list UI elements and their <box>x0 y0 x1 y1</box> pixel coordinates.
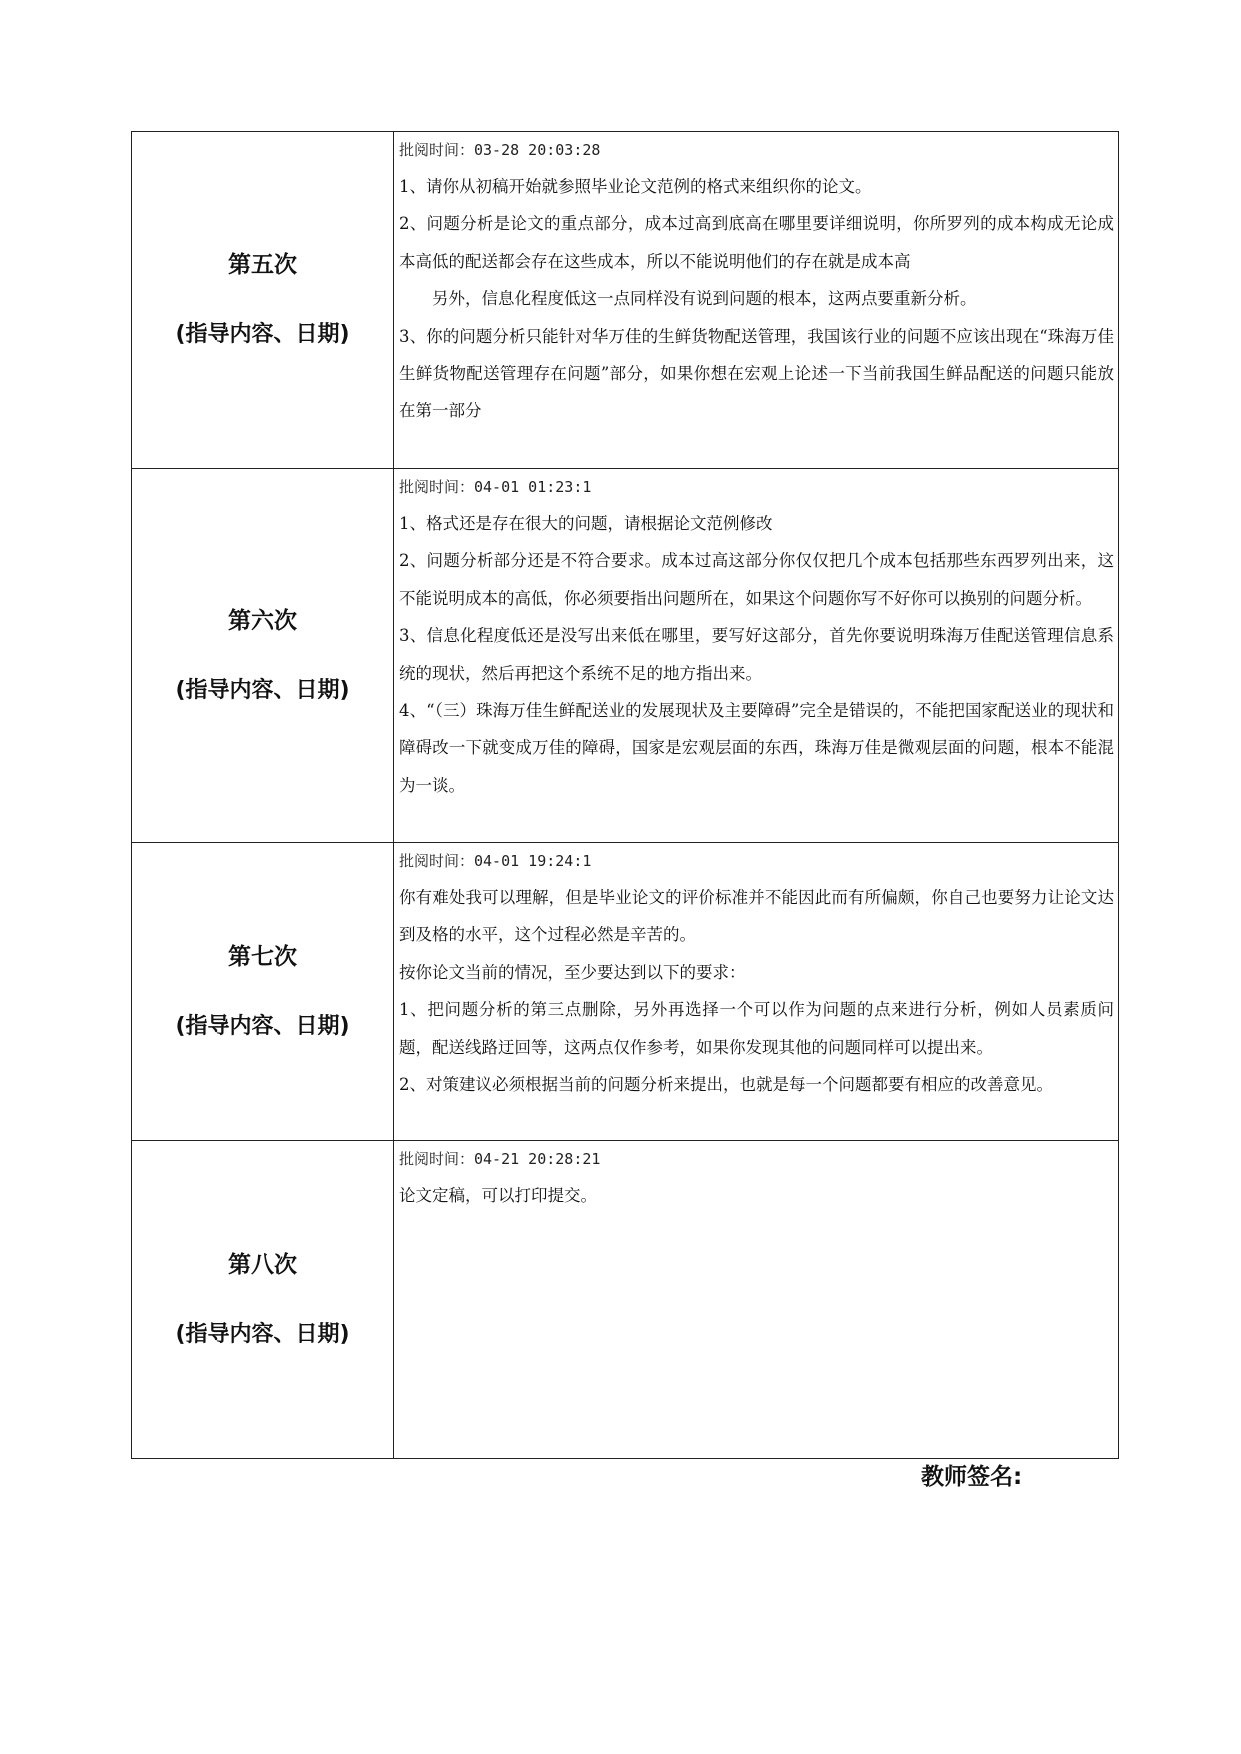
round-content-cell <box>394 843 1119 1141</box>
round-label-cell <box>132 469 394 843</box>
round-content-cell <box>394 132 1119 469</box>
round-label-cell <box>132 843 394 1141</box>
review-time: 批阅时间：04-01 01:23:1 <box>399 478 592 496</box>
comment-line: 2、问题分析是论文的重点部分，成本过高到底高在哪里要详细说明，你所罗列的成本构成无论成本高低的配送都会存在这些成本，所以不能说明他们的存在就是成本高 <box>399 214 1114 271</box>
round-label-cell <box>132 1141 394 1459</box>
round-label: 第五次 <box>228 252 297 278</box>
round-label: 第六次 <box>228 607 297 634</box>
round-label: 第八次 <box>228 1251 297 1278</box>
round-sublabel: (指导内容、日期) <box>175 322 350 347</box>
round-content-cell <box>394 1141 1119 1459</box>
table-row-round-6 <box>132 469 1119 843</box>
comment-line: 1、格式还是存在很大的问题，请根据论文范例修改 <box>399 514 773 533</box>
table-row-round-8 <box>132 1141 1119 1459</box>
teacher-signature-label: 教师签名: <box>921 1464 1023 1490</box>
comment-line: 你有难处我可以理解，但是毕业论文的评价标准并不能因此而有所偏颇，你自己也要努力让论文达到及格的水平，这个过程必然是辛苦的。 <box>399 888 1114 945</box>
table-row-round-5 <box>132 132 1119 469</box>
comment-line: 4、“（三）珠海万佳生鲜配送业的发展现状及主要障碍”完全是错误的，不能把国家配送业的现状和障碍改一下就变成万佳的障碍，国家是宏观层面的东西，珠海万佳是微观层面的问题，根本不能混为一谈。 <box>399 701 1114 795</box>
comment-line: 1、把问题分析的第三点删除，另外再选择一个可以作为问题的点来进行分析，例如人员素质问题，配送线路迂回等，这两点仅作参考，如果你发现其他的问题同样可以提出来。 <box>399 1000 1114 1057</box>
review-time: 批阅时间：04-01 19:24:1 <box>399 852 592 870</box>
round-sublabel: (指导内容、日期) <box>175 1321 350 1347</box>
comment-line: 论文定稿，可以打印提交。 <box>399 1186 597 1205</box>
round-sublabel: (指导内容、日期) <box>175 677 350 703</box>
comment-line: 3、信息化程度低还是没写出来低在哪里，要写好这部分，首先你要说明珠海万佳配送管理信息系统的现状，然后再把这个系统不足的地方指出来。 <box>399 626 1114 683</box>
round-sublabel: (指导内容、日期) <box>175 1013 350 1039</box>
review-time: 批阅时间：04-21 20:28:21 <box>399 1150 601 1168</box>
comment-line: 另外，信息化程度低这一点同样没有说到问题的根本，这两点要重新分析。 <box>432 289 977 309</box>
round-label-cell <box>132 132 394 469</box>
comment-line: 3、你的问题分析只能针对华万佳的生鲜货物配送管理，我国该行业的问题不应该出现在“珠海万佳生鲜货物配送管理存在问题”部分，如果你想在宏观上论述一下当前我国生鲜品配送的问题只能放在第一部分 <box>399 326 1114 421</box>
round-content-cell <box>394 469 1119 843</box>
comment-line: 1、请你从初稿开始就参照毕业论文范例的格式来组织你的论文。 <box>399 177 872 196</box>
round-label: 第七次 <box>228 943 297 970</box>
comment-line: 按你论文当前的情况，至少要达到以下的要求： <box>399 962 746 982</box>
review-time: 批阅时间：03-28 20:03:28 <box>399 141 601 159</box>
table-row-round-7 <box>132 843 1119 1141</box>
comment-line: 2、问题分析部分还是不符合要求。成本过高这部分你仅仅把几个成本包括那些东西罗列出来，这不能说明成本的高低，你必须要指出问题所在，如果这个问题你写不好你可以换别的问题分析。 <box>399 551 1114 608</box>
comment-line: 2、对策建议必须根据当前的问题分析来提出，也就是每一个问题都要有相应的改善意见。 <box>399 1075 1053 1095</box>
guidance-record-table <box>131 131 1119 1459</box>
